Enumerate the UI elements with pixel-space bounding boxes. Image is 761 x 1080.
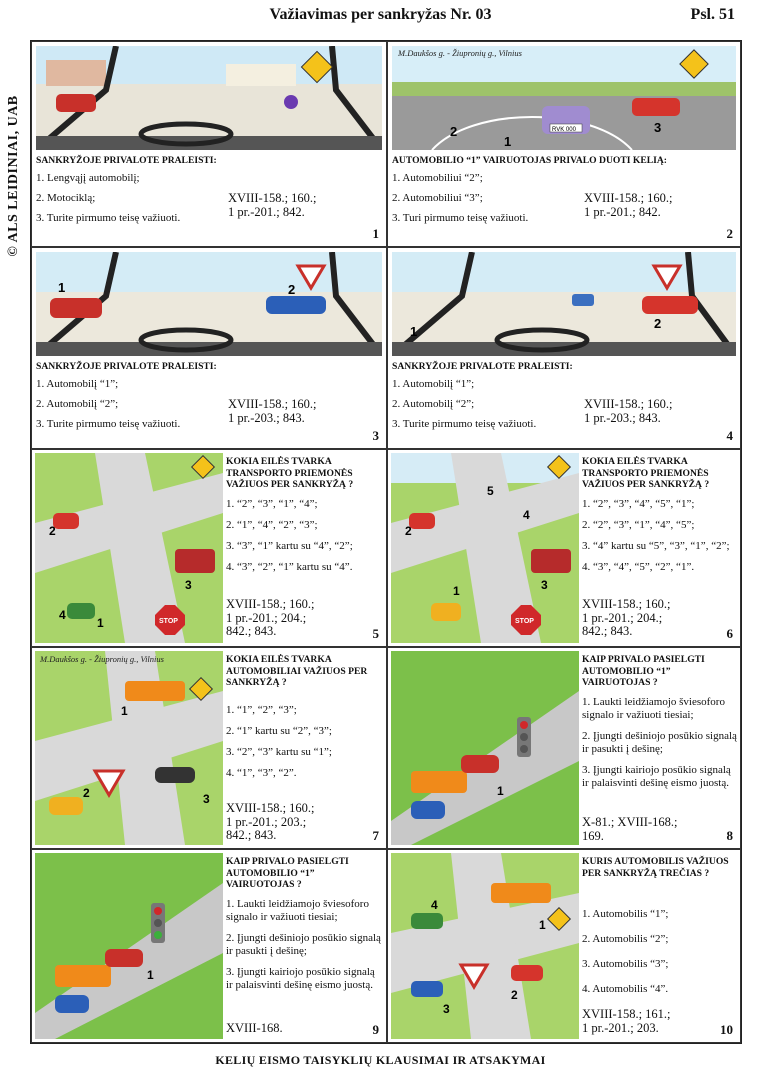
illustration-2 xyxy=(392,46,736,150)
illustration-10 xyxy=(391,853,579,1039)
vehicle-label: 1 xyxy=(58,280,66,295)
copyright-text: © ALS LEIDINIAI, UAB xyxy=(6,95,21,257)
vehicle-label: 1 xyxy=(504,134,512,149)
question-grid xyxy=(30,40,742,1044)
illustration-1 xyxy=(36,46,382,150)
rule-references xyxy=(226,802,376,843)
reference-line: 1 pr.-203.; 843. xyxy=(228,410,305,425)
answer-option-2[interactable]: 2. Automobilį “2”; xyxy=(392,398,475,410)
plate-label: RVK 000 xyxy=(552,127,576,133)
vehicle-label: 3 xyxy=(541,578,548,592)
answer-list xyxy=(36,172,236,232)
answer-option-2[interactable]: 2. Automobiliui “3”; xyxy=(392,192,483,204)
answer-option-2[interactable]: 2. “1” kartu su “2”, “3”; xyxy=(226,725,332,737)
vehicle-label: 3 xyxy=(185,578,192,592)
question-title: KAIP PRIVALO PASIELGTI AUTOMOBILIO “1” VAIRUOTOJAS ? xyxy=(226,856,349,890)
vehicle-label: 3 xyxy=(203,792,210,806)
answer-option-1[interactable]: 1. Automobiliui “2”; xyxy=(392,172,483,184)
reference-line: 1 pr.-201.; 842. xyxy=(584,204,661,219)
answer-list xyxy=(582,498,738,582)
vehicle-label: 3 xyxy=(443,1002,450,1016)
stop-sign-label: STOP xyxy=(159,618,178,625)
answer-option-2[interactable]: 2. Automobilį “2”; xyxy=(36,398,119,410)
copyright-side xyxy=(2,40,24,320)
answer-option-3[interactable]: 3. Įjungti kairiojo posūkio signalą ir palaisvinti dešinę eismo juostą. xyxy=(226,966,375,991)
question-number: 8 xyxy=(726,828,733,843)
question-title: SANKRYŽOJE PRIVALOTE PRALEISTI: xyxy=(36,361,217,372)
vehicle-label: 3 xyxy=(654,120,662,135)
question-number: 10 xyxy=(720,1022,733,1037)
answer-option-4[interactable]: 4. Automobilis “4”. xyxy=(582,983,669,995)
reference-line: XVIII-158.; 160.; xyxy=(228,397,317,411)
reference-line: 1 pr.-201.; 204.; xyxy=(582,610,663,625)
vehicle-label: 1 xyxy=(497,784,504,798)
answer-option-4[interactable]: 4. “3”, “4”, “5”, “2”, “1”. xyxy=(582,561,695,573)
page-title: Važiavimas per sankryžas Nr. 03 xyxy=(269,6,492,23)
question-card-7[interactable] xyxy=(31,647,387,849)
answer-option-4[interactable]: 4. “1”, “3”, “2”. xyxy=(226,767,297,779)
question-card-6[interactable] xyxy=(387,449,741,647)
illustration-6 xyxy=(391,453,579,643)
page-number: Psl. 51 xyxy=(690,6,735,23)
question-title: SANKRYŽOJE PRIVALOTE PRALEISTI: xyxy=(392,361,573,372)
vehicle-label: 2 xyxy=(49,524,56,538)
reference-line: 842.; 843. xyxy=(582,624,633,638)
rule-references xyxy=(226,598,376,639)
answer-option-1[interactable]: 1. “2”, “3”, “1”, “4”; xyxy=(226,498,318,510)
vehicle-label: 1 xyxy=(410,324,418,339)
rule-references xyxy=(582,816,732,843)
reference-line: XVIII-158.; 160.; xyxy=(226,801,315,815)
answer-option-3[interactable]: 3. “2”, “3” kartu su “1”; xyxy=(226,746,332,758)
reference-line: 1 pr.-201.; 203. xyxy=(582,1020,659,1035)
reference-line: XVIII-158.; 160.; xyxy=(584,397,673,411)
question-number: 7 xyxy=(372,828,379,843)
reference-line: 1 pr.-203.; 843. xyxy=(584,410,661,425)
question-number: 3 xyxy=(372,428,379,443)
answer-option-1[interactable]: 1. Automobilis “1”; xyxy=(582,908,669,920)
illustration-3 xyxy=(36,252,382,356)
answer-option-3[interactable]: 3. Įjungti kairiojo posūkio signalą ir palaisvinti dešinę eismo juostą. xyxy=(582,764,731,789)
answer-option-1[interactable]: 1. Laukti leidžiamojo šviesoforo signalo ir važiuoti tiesiai; xyxy=(226,898,369,923)
vehicle-label: 2 xyxy=(288,282,296,297)
location-caption: M.Daukšos g. - Žiupronių g., Vilnius xyxy=(398,48,522,58)
answer-list xyxy=(582,696,738,798)
question-title: KAIP PRIVALO PASIELGTI AUTOMOBILIO “1” VAIRUOTOJAS ? xyxy=(582,654,705,688)
vehicle-label: 2 xyxy=(450,124,458,139)
reference-line: 842.; 843. xyxy=(226,624,277,638)
question-title: KOKIA EILĖS TVARKA TRANSPORTO PRIEMONĖS VAŽIUOS PER SANKRYŽĄ ? xyxy=(582,456,710,490)
question-number: 5 xyxy=(372,626,379,641)
answer-option-3[interactable]: 3. Turite pirmumo teisę važiuoti. xyxy=(392,418,537,430)
question-number: 1 xyxy=(372,226,379,241)
illustration-5 xyxy=(35,453,223,643)
reference-line: 1 pr.-201.; 204.; xyxy=(226,610,307,625)
question-card-2[interactable] xyxy=(387,41,741,247)
answer-option-1[interactable]: 1. Lengvąjį automobilį; xyxy=(36,172,140,184)
vehicle-label: 4 xyxy=(523,508,530,522)
answer-list xyxy=(36,378,236,438)
answer-list xyxy=(226,704,382,788)
vehicle-label: 4 xyxy=(431,898,438,912)
illustration-4 xyxy=(392,252,736,356)
vehicle-label: 2 xyxy=(654,316,662,331)
reference-line: X-81.; XVIII-168.; xyxy=(582,815,678,829)
vehicle-label: 1 xyxy=(97,616,104,630)
reference-line: XVIII-158.; 160.; xyxy=(582,597,671,611)
question-number: 2 xyxy=(726,226,733,241)
illustration-8 xyxy=(391,651,579,845)
reference-line: XVIII-168. xyxy=(226,1021,283,1035)
answer-option-2[interactable]: 2. Motociklą; xyxy=(36,192,96,204)
vehicle-label: 1 xyxy=(121,704,128,718)
vehicle-label: 2 xyxy=(83,786,90,800)
answer-option-1[interactable]: 1. Laukti leidžiamojo šviesoforo signalo ir važiuoti tiesiai; xyxy=(582,696,725,721)
question-card-5[interactable] xyxy=(31,449,387,647)
rule-references xyxy=(228,192,378,219)
question-card-9[interactable] xyxy=(31,849,387,1043)
question-title: SANKRYŽOJE PRIVALOTE PRALEISTI: xyxy=(36,155,217,166)
answer-list xyxy=(226,498,382,582)
illustration-7 xyxy=(35,651,223,845)
rule-references xyxy=(584,192,734,219)
reference-line: 1 pr.-201.; 203.; xyxy=(226,814,307,829)
reference-line: 842.; 843. xyxy=(226,828,277,842)
stop-sign-label: STOP xyxy=(515,618,534,625)
question-card-3[interactable] xyxy=(31,247,387,449)
question-card-1[interactable] xyxy=(31,41,387,247)
reference-line: XVIII-158.; 160.; xyxy=(584,191,673,205)
reference-line: 169. xyxy=(582,828,604,843)
answer-option-3[interactable]: 3. Automobilis “3”; xyxy=(582,958,669,970)
answer-option-3[interactable]: 3. “4” kartu su “5”, “3”, “1”, “2”; xyxy=(582,540,730,552)
page-footer: KELIŲ EISMO TAISYKLIŲ KLAUSIMAI IR ATSAKYMAI xyxy=(215,1053,546,1067)
answer-option-1[interactable]: 1. Automobilį “1”; xyxy=(36,378,119,390)
answer-option-1[interactable]: 1. “1”, “2”, “3”; xyxy=(226,704,297,716)
answer-list xyxy=(392,172,592,232)
reference-line: XVIII-158.; 160.; xyxy=(226,597,315,611)
vehicle-label: 2 xyxy=(511,988,518,1002)
reference-line: XVIII-158.; 161.; xyxy=(582,1007,671,1021)
rule-references xyxy=(584,398,734,425)
vehicle-label: 1 xyxy=(147,968,154,982)
location-caption: M.Daukšos g. - Žiupronių g., Vilnius xyxy=(40,654,164,664)
rule-references xyxy=(582,1008,732,1035)
vehicle-label: 1 xyxy=(539,918,546,932)
answer-option-2[interactable]: 2. Įjungti dešiniojo posūkio signalą ir pasukti į dešinę; xyxy=(582,730,737,755)
illustration-9 xyxy=(35,853,223,1039)
rule-references xyxy=(582,598,732,639)
question-number: 4 xyxy=(726,428,733,443)
vehicle-label: 1 xyxy=(453,584,460,598)
question-card-8[interactable] xyxy=(387,647,741,849)
reference-line: XVIII-158.; 160.; xyxy=(228,191,317,205)
vehicle-label: 4 xyxy=(59,608,66,622)
answer-option-2[interactable]: 2. Įjungti dešiniojo posūkio signalą ir pasukti į dešinę; xyxy=(226,932,381,957)
rule-references xyxy=(226,1022,376,1036)
answer-option-3[interactable]: 3. Turite pirmumo teisę važiuoti. xyxy=(36,418,181,430)
answer-option-3[interactable]: 3. Turi pirmumo teisę važiuoti. xyxy=(392,212,529,224)
answer-list xyxy=(226,898,382,1000)
question-card-4[interactable] xyxy=(387,247,741,449)
answer-option-3[interactable]: 3. Turite pirmumo teisę važiuoti. xyxy=(36,212,181,224)
vehicle-label: 5 xyxy=(487,484,494,498)
question-number: 6 xyxy=(726,626,733,641)
answer-option-1[interactable]: 1. Automobilį “1”; xyxy=(392,378,475,390)
answer-option-2[interactable]: 2. “1”, “4”, “2”, “3”; xyxy=(226,519,318,531)
question-number: 9 xyxy=(372,1022,379,1037)
answer-option-3[interactable]: 3. “3”, “1” kartu su “4”, “2”; xyxy=(226,540,353,552)
answer-list xyxy=(582,908,738,1004)
answer-option-2[interactable]: 2. “2”, “3”, “1”, “4”, “5”; xyxy=(582,519,695,531)
answer-list xyxy=(392,378,592,438)
reference-line: 1 pr.-201.; 842. xyxy=(228,204,305,219)
question-card-10[interactable] xyxy=(387,849,741,1043)
answer-option-4[interactable]: 4. “3”, “2”, “1” kartu su “4”. xyxy=(226,561,353,573)
vehicle-label: 2 xyxy=(405,524,412,538)
question-title: KOKIA EILĖS TVARKA TRANSPORTO PRIEMONĖS VAŽIUOS PER SANKRYŽĄ ? xyxy=(226,456,354,490)
question-title: KURIS AUTOMOBILIS VAŽIUOS PER SANKRYŽĄ TREČIAS ? xyxy=(582,856,729,879)
question-title: KOKIA EILĖS TVARKA AUTOMOBILIAI VAŽIUOS PER SANKRYŽĄ ? xyxy=(226,654,368,688)
answer-option-1[interactable]: 1. “2”, “3”, “4”, “5”, “1”; xyxy=(582,498,695,510)
question-title: AUTOMOBILIO “1” VAIRUOTOJAS PRIVALO DUOTI KELIĄ: xyxy=(392,155,667,166)
answer-option-2[interactable]: 2. Automobilis “2”; xyxy=(582,933,669,945)
rule-references xyxy=(228,398,378,425)
